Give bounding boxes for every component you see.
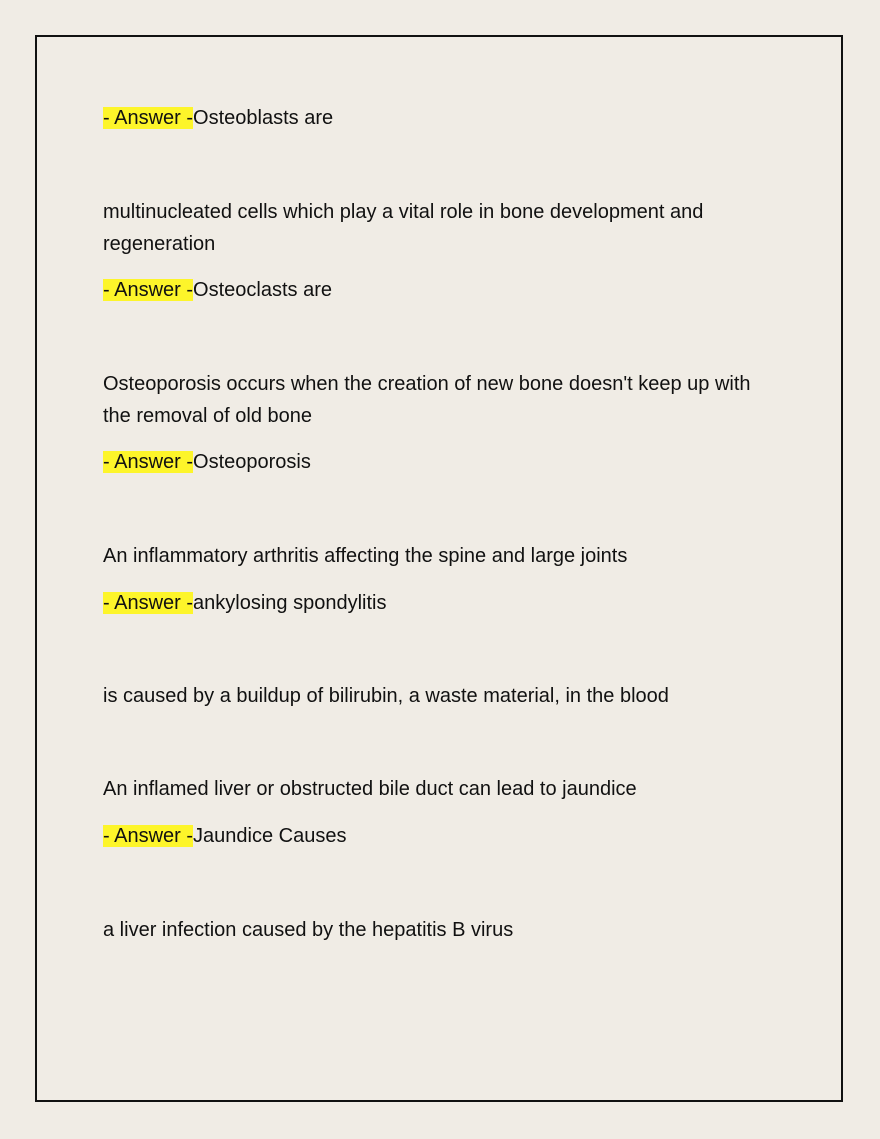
answer-text: Jaundice Causes bbox=[193, 825, 347, 847]
question-text-multinucleated: multinucleated cells which play a vital role in bone development and regeneration bbox=[103, 201, 704, 255]
question-text-jaundice: An inflamed liver or obstructed bile duct can lead to jaundice bbox=[103, 778, 637, 800]
answer-marker: - Answer - bbox=[103, 107, 194, 129]
answer-text: ankylosing spondylitis bbox=[193, 592, 387, 614]
question-text-bilirubin: is caused by a buildup of bilirubin, a waste material, in the blood bbox=[103, 685, 669, 707]
answer-line-ankylosing bbox=[103, 587, 763, 619]
question-text-hepatitis: a liver infection caused by the hepatitis B virus bbox=[103, 919, 514, 941]
answer-line-osteoporosis bbox=[103, 446, 763, 478]
answer-line-osteoblasts bbox=[103, 102, 763, 134]
answer-text: Osteoblasts are bbox=[193, 107, 334, 129]
answer-line-jaundice-causes bbox=[103, 820, 763, 852]
answer-marker: - Answer - bbox=[103, 825, 194, 847]
answer-line-osteoclasts bbox=[103, 274, 763, 306]
answer-marker: - Answer - bbox=[103, 279, 194, 301]
question-text-osteoporosis: Osteoporosis occurs when the creation of new bone doesn't keep up with the removal of old bone bbox=[103, 373, 751, 427]
answer-marker: - Answer - bbox=[103, 592, 194, 614]
answer-text: Osteoclasts are bbox=[193, 279, 332, 301]
question-text-arthritis: An inflammatory arthritis affecting the spine and large joints bbox=[103, 545, 628, 567]
answer-text: Osteoporosis bbox=[193, 451, 311, 473]
answer-marker: - Answer - bbox=[103, 451, 194, 473]
